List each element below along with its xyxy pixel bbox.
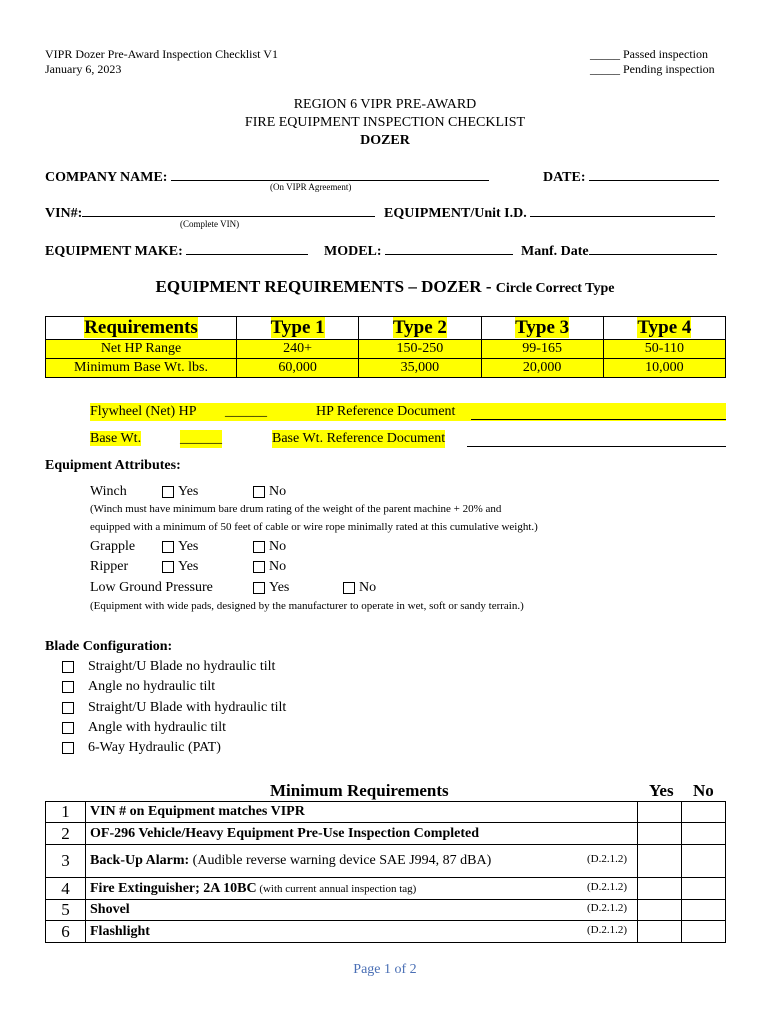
requirements-row-weight [46, 359, 726, 378]
col-type-2[interactable]: Type 2 [359, 317, 481, 340]
checkbox-icon[interactable] [62, 661, 74, 673]
table-row [46, 823, 726, 845]
model-blank[interactable] [385, 240, 513, 255]
no-cell[interactable] [682, 802, 726, 823]
col-type-1[interactable]: Type 1 [237, 317, 359, 340]
vin-note: (Complete VIN) [180, 219, 240, 229]
base-blank[interactable]: ______ [180, 431, 222, 446]
blade-heading: Blade Configuration: [45, 639, 173, 654]
equipment-id-field [384, 202, 715, 222]
no-cell[interactable] [682, 921, 726, 943]
winch-no[interactable]: No [253, 484, 286, 500]
row-text: Flashlight (D.2.1.2) [86, 921, 638, 943]
minimum-heading: Minimum Requirements [270, 781, 449, 800]
lgp-yes[interactable]: Yes [253, 580, 289, 596]
doc-title: VIPR Dozer Pre-Award Inspection Checklist V1 [45, 47, 278, 61]
base-reference-blank[interactable] [467, 432, 726, 447]
vin-blank[interactable] [82, 202, 375, 217]
col-requirements: Requirements [46, 317, 237, 340]
minimum-table [45, 801, 726, 943]
date-blank[interactable] [589, 166, 719, 181]
company-note: (On VIPR Agreement) [270, 182, 352, 192]
make-field [45, 240, 308, 260]
row-number: 2 [46, 823, 86, 845]
winch-label: Winch [90, 484, 127, 499]
row-number: 4 [46, 878, 86, 900]
yes-cell[interactable] [638, 921, 682, 943]
manf-field [521, 240, 717, 260]
yes-cell[interactable] [638, 878, 682, 900]
row-number: 3 [46, 845, 86, 878]
req-cell: 99-165 [481, 340, 603, 359]
table-row [46, 878, 726, 900]
col-type-3[interactable]: Type 3 [481, 317, 603, 340]
company-blank[interactable] [171, 166, 489, 181]
table-row [46, 802, 726, 823]
winch-note-1: (Winch must have minimum bare drum rating of the weight of the parent machine + 20% and [90, 503, 502, 515]
yes-cell[interactable] [638, 845, 682, 878]
no-cell[interactable] [682, 900, 726, 921]
blade-option-2[interactable]: Angle no hydraulic tilt [62, 679, 215, 695]
checkbox-icon[interactable] [162, 541, 174, 553]
vin-label: VIN#: [45, 206, 83, 221]
checkbox-icon[interactable] [253, 561, 265, 573]
req-cell: 35,000 [359, 359, 481, 378]
checkbox-icon[interactable] [62, 702, 74, 714]
row-number: 6 [46, 921, 86, 943]
blade-option-4[interactable]: Angle with hydraulic tilt [62, 720, 226, 736]
winch-note-2: equipped with a minimum of 50 feet of cable or wire rope minimally rated at this cumulative weight.) [90, 521, 538, 533]
checkbox-icon[interactable] [253, 582, 265, 594]
passed-inspection: _____ Passed inspection [590, 47, 708, 61]
req-cell: 150-250 [359, 340, 481, 359]
req-cell: 50-110 [603, 340, 725, 359]
flywheel-label: Flywheel (Net) HP [90, 404, 197, 419]
title-line-1: REGION 6 VIPR PRE-AWARD [293, 97, 477, 112]
flywheel-row [90, 403, 726, 421]
row-text: Back-Up Alarm: (Audible reverse warning device SAE J994, 87 dBA) (D.2.1.2) [86, 845, 638, 878]
req-cell: 240+ [237, 340, 359, 359]
make-label: EQUIPMENT MAKE: [45, 244, 183, 259]
date-field [543, 166, 719, 186]
blade-option-5[interactable]: 6-Way Hydraulic (PAT) [62, 740, 221, 756]
requirements-row-hp [46, 340, 726, 359]
requirements-header-row [46, 317, 726, 340]
ripper-yes[interactable]: Yes [162, 559, 198, 575]
checkbox-icon[interactable] [343, 582, 355, 594]
equipment-id-blank[interactable] [530, 202, 715, 217]
make-blank[interactable] [186, 240, 308, 255]
base-label: Base Wt. [90, 431, 142, 446]
blade-option-1[interactable]: Straight/U Blade no hydraulic tilt [62, 659, 275, 675]
row-text: Fire Extinguisher; 2A 10BC (with current annual inspection tag) (D.2.1.2) [86, 878, 638, 900]
model-label: MODEL: [324, 244, 382, 259]
hp-reference-label: HP Reference Document [316, 404, 456, 419]
base-row [90, 430, 726, 448]
company-label: COMPANY NAME: [45, 170, 168, 185]
yes-cell[interactable] [638, 802, 682, 823]
lgp-no[interactable]: No [343, 580, 376, 596]
minimum-yes-header: Yes [649, 781, 674, 800]
requirements-heading [0, 277, 770, 297]
doc-date: January 6, 2023 [45, 62, 122, 76]
yes-cell[interactable] [638, 900, 682, 921]
model-field [324, 240, 513, 260]
grapple-no[interactable]: No [253, 539, 286, 555]
no-cell[interactable] [682, 845, 726, 878]
requirements-heading-main: EQUIPMENT REQUIREMENTS – DOZER - [155, 277, 492, 296]
requirements-table [45, 316, 726, 378]
checkbox-icon[interactable] [253, 541, 265, 553]
checkbox-icon[interactable] [62, 722, 74, 734]
table-row [46, 900, 726, 921]
requirements-heading-suffix: Circle Correct Type [495, 281, 615, 296]
hp-reference-blank[interactable] [471, 405, 726, 420]
grapple-yes[interactable]: Yes [162, 539, 198, 555]
req-cell: Minimum Base Wt. lbs. [46, 359, 237, 378]
flywheel-blank[interactable]: ______ [225, 404, 267, 419]
manf-label: Manf. Date [521, 244, 589, 259]
equipment-id-label: EQUIPMENT/Unit I.D. [384, 206, 527, 221]
winch-yes[interactable]: Yes [162, 484, 198, 500]
pending-inspection: _____ Pending inspection [590, 62, 715, 76]
req-cell: Net HP Range [46, 340, 237, 359]
col-type-4[interactable]: Type 4 [603, 317, 725, 340]
ripper-label: Ripper [90, 559, 129, 574]
req-cell: 10,000 [603, 359, 725, 378]
lgp-label: Low Ground Pressure [90, 580, 213, 595]
page-number: Page 1 of 2 [353, 962, 417, 977]
req-cell: 60,000 [237, 359, 359, 378]
row-number: 1 [46, 802, 86, 823]
lgp-note: (Equipment with wide pads, designed by the manufacturer to operate in wet, soft or sandy terrain.) [90, 600, 524, 612]
title-line-2: FIRE EQUIPMENT INSPECTION CHECKLIST [244, 115, 526, 130]
no-cell[interactable] [682, 878, 726, 900]
checkbox-icon[interactable] [162, 561, 174, 573]
checkbox-icon[interactable] [62, 681, 74, 693]
no-cell[interactable] [682, 823, 726, 845]
row-text: OF-296 Vehicle/Heavy Equipment Pre-Use Inspection Completed [86, 823, 638, 845]
grapple-label: Grapple [90, 539, 136, 554]
row-number: 5 [46, 900, 86, 921]
manf-blank[interactable] [589, 240, 717, 255]
attributes-heading: Equipment Attributes: [45, 458, 181, 473]
date-label: DATE: [543, 170, 586, 185]
checkbox-icon[interactable] [253, 486, 265, 498]
checkbox-icon[interactable] [162, 486, 174, 498]
minimum-no-header: No [693, 781, 714, 800]
row-text: VIN # on Equipment matches VIPR [86, 802, 638, 823]
row-text: Shovel (D.2.1.2) [86, 900, 638, 921]
yes-cell[interactable] [638, 823, 682, 845]
ripper-no[interactable]: No [253, 559, 286, 575]
company-field [45, 166, 489, 186]
table-row [46, 921, 726, 943]
base-reference-label: Base Wt. Reference Document [272, 431, 446, 446]
checkbox-icon[interactable] [62, 742, 74, 754]
title-line-3: DOZER [360, 133, 410, 148]
table-row [46, 845, 726, 878]
blade-option-3[interactable]: Straight/U Blade with hydraulic tilt [62, 700, 286, 716]
req-cell: 20,000 [481, 359, 603, 378]
